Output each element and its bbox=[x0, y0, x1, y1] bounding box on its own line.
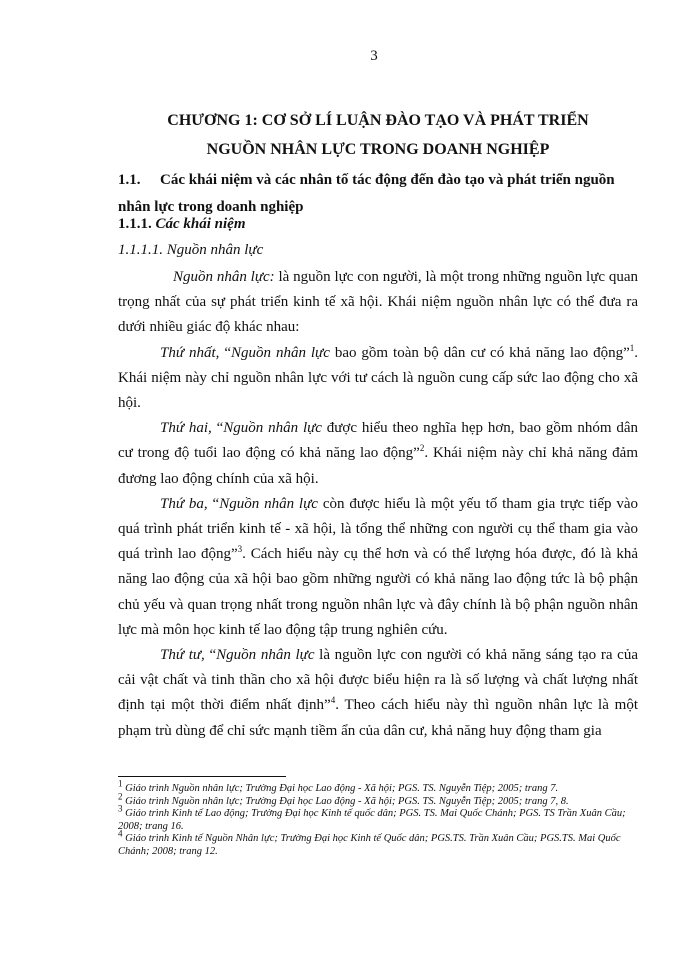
footnotes bbox=[118, 778, 638, 859]
footnote-1 bbox=[118, 778, 638, 796]
paragraph-4-term: Nguồn nhân lực bbox=[219, 495, 318, 512]
footnote-3 bbox=[118, 803, 638, 833]
footnote-2-ref: 2 bbox=[118, 791, 123, 802]
body-text bbox=[118, 265, 638, 744]
page-number: 3 bbox=[370, 48, 378, 64]
section-1-1-1-1-heading bbox=[118, 242, 263, 259]
paragraph-4 bbox=[118, 492, 638, 643]
paragraph-1 bbox=[118, 265, 638, 341]
section-1-1-1-title: Các khái niệm bbox=[155, 216, 246, 232]
section-1-1-1-1-number: 1.1.1.1. bbox=[118, 242, 163, 258]
paragraph-1-text: là nguồn lực con người, là một trong những nguồn lực quan trọng nhất của sự phát triển kinh tế xã hội. Khái niệm nguồn nhân lực có thể đưa ra dưới nhiều giác độ khác nhau: bbox=[118, 269, 638, 336]
section-1-1-1-number: 1.1.1. bbox=[118, 216, 152, 232]
paragraph-5 bbox=[118, 643, 638, 744]
paragraph-5-term: Nguồn nhân lực bbox=[216, 647, 315, 664]
footnote-4-text: Giáo trình Kinh tế Nguồn Nhân lực; Trường Đại học Kinh tế Quốc dân; PGS.TS. Trần Xuân Cầu; PGS.TS. Mai Quốc Chánh; 2008; trang 12. bbox=[118, 833, 621, 857]
chapter-title-line-2: NGUỒN NHÂN LỰC TRONG DOANH NGHIỆP bbox=[206, 141, 550, 158]
paragraph-5-quote: “ bbox=[204, 647, 217, 664]
paragraph-2-term: Nguồn nhân lực bbox=[231, 344, 330, 361]
footnote-ref-1[interactable]: 1 bbox=[629, 342, 635, 353]
paragraph-2-quote: “ bbox=[219, 344, 231, 361]
section-1-1-number: 1.1. bbox=[118, 172, 141, 188]
paragraph-3-tail: . Khái niệm này chỉ khả năng đảm đương lao động chính của xã hội. bbox=[118, 445, 638, 487]
footnote-ref-2[interactable]: 2 bbox=[419, 443, 425, 454]
paragraph-3-term: Nguồn nhân lực bbox=[223, 420, 322, 437]
footnote-ref-3[interactable]: 3 bbox=[237, 544, 243, 555]
footnote-2-text: Giáo trình Nguồn nhân lực; Trường Đại học Lao động - Xã hội; PGS. TS. Nguyễn Tiệp; 2005; trang 7, 8. bbox=[125, 795, 569, 807]
footnote-3-text: Giáo trình Kinh tế Lao động; Trường Đại học Kinh tế quốc dân; PGS. TS. Mai Quốc Chánh; PGS. TS Trần Xuân Cầu; 2008; trang 16. bbox=[118, 808, 626, 832]
section-1-1-title: Các khái niệm và các nhân tố tác động đến đào tạo và phát triển nguồn nhân lực trong doanh nghiệp bbox=[118, 172, 615, 215]
paragraph-3 bbox=[118, 416, 638, 492]
footnote-1-text: Giáo trình Nguồn nhân lực; Trường Đại học Lao động - Xã hội; PGS. TS. Nguyễn Tiệp; 2005; trang 7. bbox=[125, 783, 559, 794]
footnote-4 bbox=[118, 828, 638, 858]
paragraph-3-lead: Thứ hai, bbox=[160, 420, 212, 437]
paragraph-4-text: còn được hiểu là một yếu tố tham gia trực tiếp vào quá trình phát triển kinh tế - xã hội, là tổng thể những con người cụ thể tham gia vào quá trình lao động” bbox=[118, 495, 639, 563]
footnote-2 bbox=[118, 791, 638, 809]
paragraph-3-text: được hiểu theo nghĩa hẹp hơn, bao gồm nhóm dân cư trong độ tuổi lao động có khả năng lao động” bbox=[118, 420, 638, 462]
footnote-separator bbox=[118, 776, 286, 777]
paragraph-4-tail: . Cách hiểu này cụ thể hơn và có thể lượng hóa được, đó là khả năng lao động của xã hội bao gồm những người có khả năng lao động tức là bộ phận chủ yếu và quan trọng nhất trong nguồn nhân lực và đây chính là bộ phận nguồn nhân lực mà môn học kinh tế lao động tập trung nghiên cứu. bbox=[118, 546, 638, 638]
paragraph-4-quote: “ bbox=[207, 495, 220, 512]
footnote-4-ref: 4 bbox=[118, 828, 123, 839]
footnote-3-ref: 3 bbox=[118, 803, 123, 814]
chapter-title-line-1: CHƯƠNG 1: CƠ SỞ LÍ LUẬN ĐÀO TẠO VÀ PHÁT TRIỂN bbox=[167, 112, 589, 129]
paragraph-4-lead: Thứ ba, bbox=[160, 495, 208, 512]
paragraph-5-text: là nguồn lực con người có khả năng sáng tạo ra của cải vật chất và tinh thần cho xã hội được biểu hiện ra là số lượng và chất lượng nhất định tại một thời điểm nhất định” bbox=[118, 647, 638, 714]
section-1-1-heading bbox=[118, 167, 638, 221]
paragraph-3-quote: “ bbox=[211, 420, 224, 437]
paragraph-2-tail: . Khái niệm này chỉ nguồn nhân lực với tư cách là nguồn cung cấp sức lao động cho xã hội. bbox=[118, 344, 638, 412]
paragraph-5-tail: . Theo cách hiểu này thì nguồn nhân lực là một phạm trù dùng để chỉ sức mạnh tiềm ẩn của dân cư, khả năng huy động tham gia bbox=[118, 697, 638, 739]
footnote-1-ref: 1 bbox=[118, 778, 123, 789]
section-1-1-1-1-title: Nguồn nhân lực bbox=[166, 242, 264, 258]
paragraph-2 bbox=[118, 341, 638, 417]
paragraph-5-lead: Thứ tư, bbox=[160, 647, 205, 664]
paragraph-1-lead: Nguồn nhân lực: bbox=[173, 269, 275, 285]
section-1-1-1-heading bbox=[118, 216, 246, 233]
footnote-ref-4[interactable]: 4 bbox=[330, 695, 336, 706]
paragraph-2-lead: Thứ nhất, bbox=[160, 344, 220, 361]
paragraph-2-text: bao gồm toàn bộ dân cư có khả năng lao động” bbox=[329, 344, 630, 361]
